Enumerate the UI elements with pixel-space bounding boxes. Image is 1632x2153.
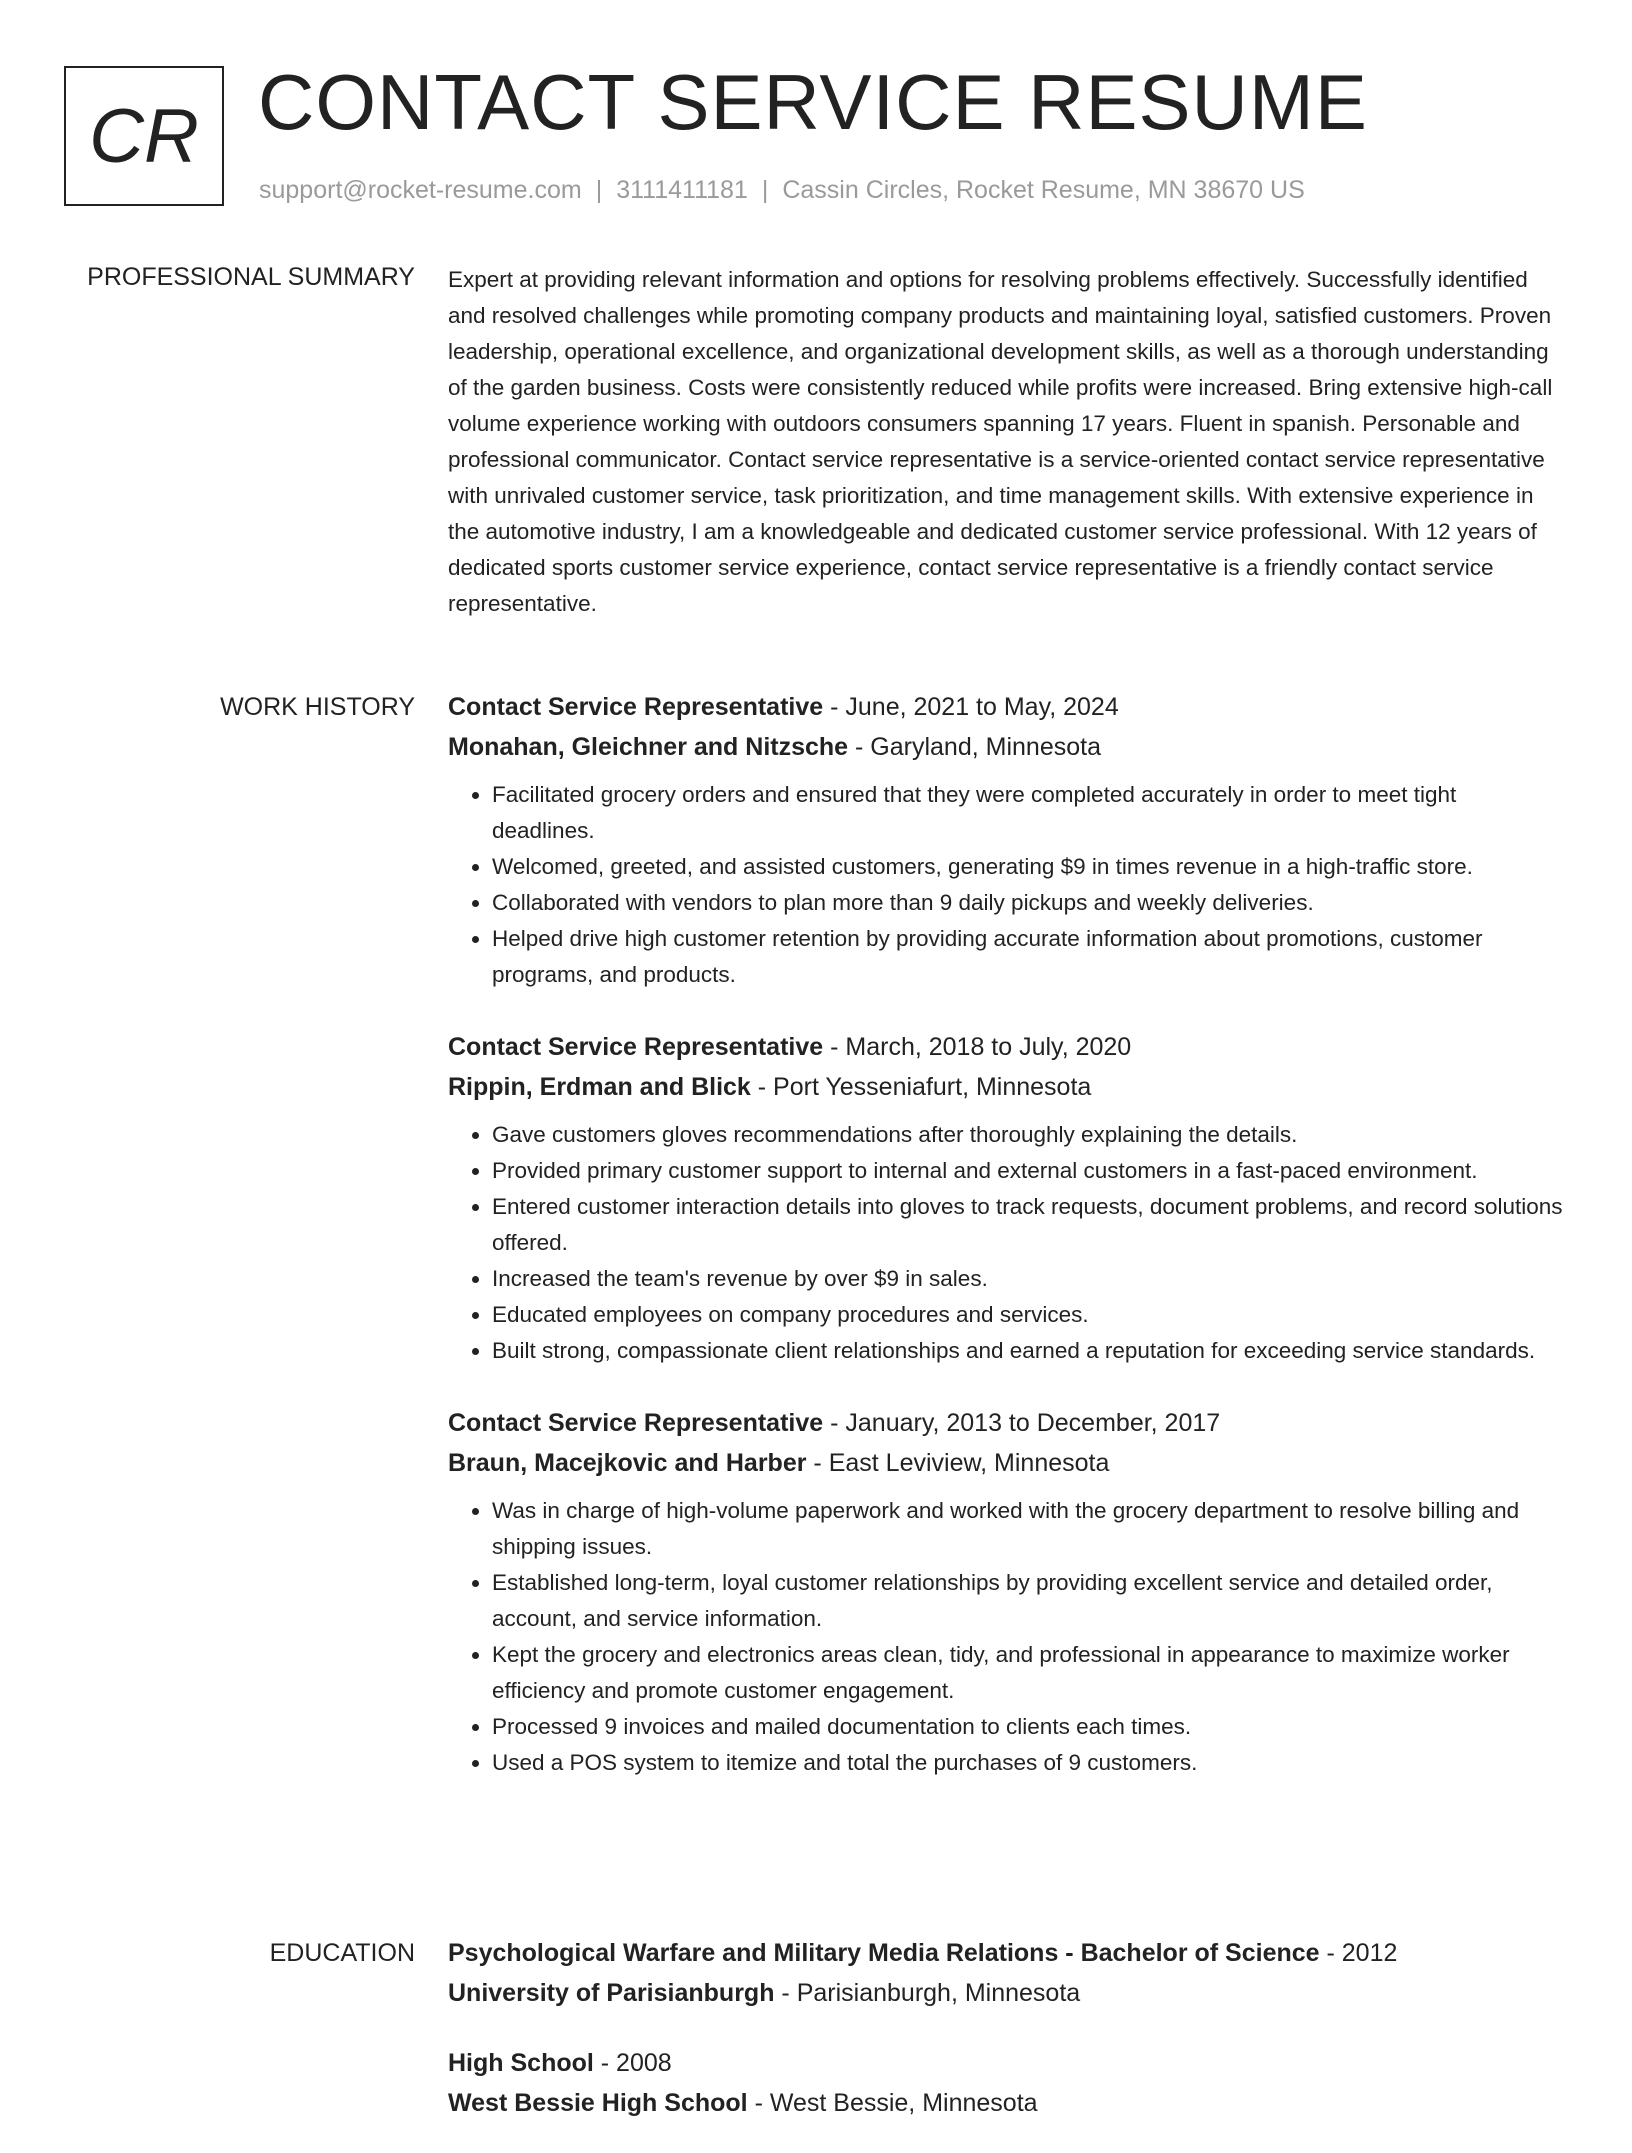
section-label-summary: PROFESSIONAL SUMMARY [87,263,415,291]
job-location: - East Leviview, Minnesota [813,1449,1110,1477]
duty-item: • Educated employees on company procedures and services. [492,1297,1563,1333]
job-entry [448,1403,1563,1781]
job-company: Monahan, Gleichner and Nitzsche [448,733,849,761]
school-line [448,1973,1563,2013]
duty-item: • Used a POS system to itemize and total the purchases of 9 customers. [492,1745,1563,1781]
job-title-line [448,1027,1563,1067]
job-company-line [448,1443,1563,1483]
job-duties [448,1117,1563,1369]
duty-item: • Processed 9 invoices and mailed documentation to clients each times. [492,1709,1563,1745]
summary-text: Expert at providing relevant information and options for resolving problems effectively. Successfully identified and resolved challenges while promoting company products and maintaining loyal, satisfied customers. Proven leadership, operational excellence, and organizational development skills, as well as a thorough understanding of the garden business. Costs were consistently reduced while profits were increased. Bring extensive high-call volume experience working with outdoors consumers spanning 17 years. Fluent in spanish. Personable and professional communicator. Contact service representative is a service-oriented contact service representative with unrivaled customer service, task prioritization, and time management skills. With extensive experience in the automotive industry, I am a knowledgeable and dedicated customer service professional. With 12 years of dedicated sports customer service experience, contact service representative is a friendly contact service representative. [448,267,1553,616]
job-title: Contact Service Representative [448,693,824,721]
duty-item: • Built strong, compassionate client relationships and earned a reputation for exceeding service standards. [492,1333,1563,1369]
job-dates: - January, 2013 to December, 2017 [830,1409,1221,1437]
school-line [448,2083,1563,2123]
job-dates: - June, 2021 to May, 2024 [830,693,1119,721]
contact-separator: | [595,176,603,204]
duty-item: • Provided primary customer support to internal and external customers in a fast-paced environment. [492,1153,1563,1189]
contact-line [259,175,1305,205]
duty-item: • Kept the grocery and electronics areas clean, tidy, and professional in appearance to maximize worker efficiency and promote customer engagement. [492,1637,1563,1709]
duty-item: • Entered customer interaction details into gloves to track requests, document problems, and record solutions offered. [492,1189,1563,1261]
contact-phone: 3111411181 [616,176,748,204]
degree-year: - 2012 [1326,1939,1398,1967]
section-label-education: EDUCATION [269,1939,415,1967]
monogram-initials: CR [89,93,199,179]
job-title-line [448,1403,1563,1443]
degree-name: Psychological Warfare and Military Media Relations - Bachelor of Science [448,1939,1320,1967]
job-dates: - March, 2018 to July, 2020 [830,1033,1132,1061]
duty-item: • Helped drive high customer retention by providing accurate information about promotions, customer programs, and products. [492,921,1563,993]
contact-address: Cassin Circles, Rocket Resume, MN 38670 US [782,176,1305,204]
job-location: - Port Yesseniafurt, Minnesota [757,1073,1092,1101]
duty-item: • Increased the team's revenue by over $9 in sales. [492,1261,1563,1297]
duty-item: • Welcomed, greeted, and assisted customers, generating $9 in times revenue in a high-traffic store. [492,849,1563,885]
duty-item: • Was in charge of high-volume paperwork and worked with the grocery department to resolve billing and shipping issues. [492,1493,1563,1565]
duty-item: • Established long-term, loyal customer relationships by providing excellent service and detailed order, account, and service information. [492,1565,1563,1637]
job-entry [448,1027,1563,1369]
job-title: Contact Service Representative [448,1033,824,1061]
job-company: Rippin, Erdman and Blick [448,1073,751,1101]
degree-year: - 2008 [600,2049,672,2077]
contact-separator: | [761,176,769,204]
job-duties [448,1493,1563,1781]
school-name: West Bessie High School [448,2089,748,2117]
job-title: Contact Service Representative [448,1409,824,1437]
degree-line [448,2043,1563,2083]
school-name: University of Parisianburgh [448,1979,775,2007]
job-duties [448,777,1563,993]
education-entry [448,2043,1563,2123]
monogram-box [64,66,224,206]
job-company: Braun, Macejkovic and Harber [448,1449,807,1477]
duty-item: • Collaborated with vendors to plan more than 9 daily pickups and weekly deliveries. [492,885,1563,921]
education-entry [448,1933,1563,2013]
school-location: - West Bessie, Minnesota [754,2089,1038,2117]
job-title-line [448,687,1563,727]
school-location: - Parisianburgh, Minnesota [781,1979,1081,2007]
job-company-line [448,727,1563,767]
resume-title: CONTACT SERVICE RESUME [258,58,1368,146]
degree-name: High School [448,2049,594,2077]
duty-item: • Gave customers gloves recommendations after thoroughly explaining the details. [492,1117,1563,1153]
job-company-line [448,1067,1563,1107]
degree-line [448,1933,1563,1973]
job-location: - Garyland, Minnesota [855,733,1101,761]
section-label-work-history: WORK HISTORY [220,693,415,721]
contact-email: support@rocket-resume.com [259,176,582,204]
duty-item: • Facilitated grocery orders and ensured that they were completed accurately in order to meet tight deadlines. [492,777,1563,849]
job-entry [448,687,1563,993]
